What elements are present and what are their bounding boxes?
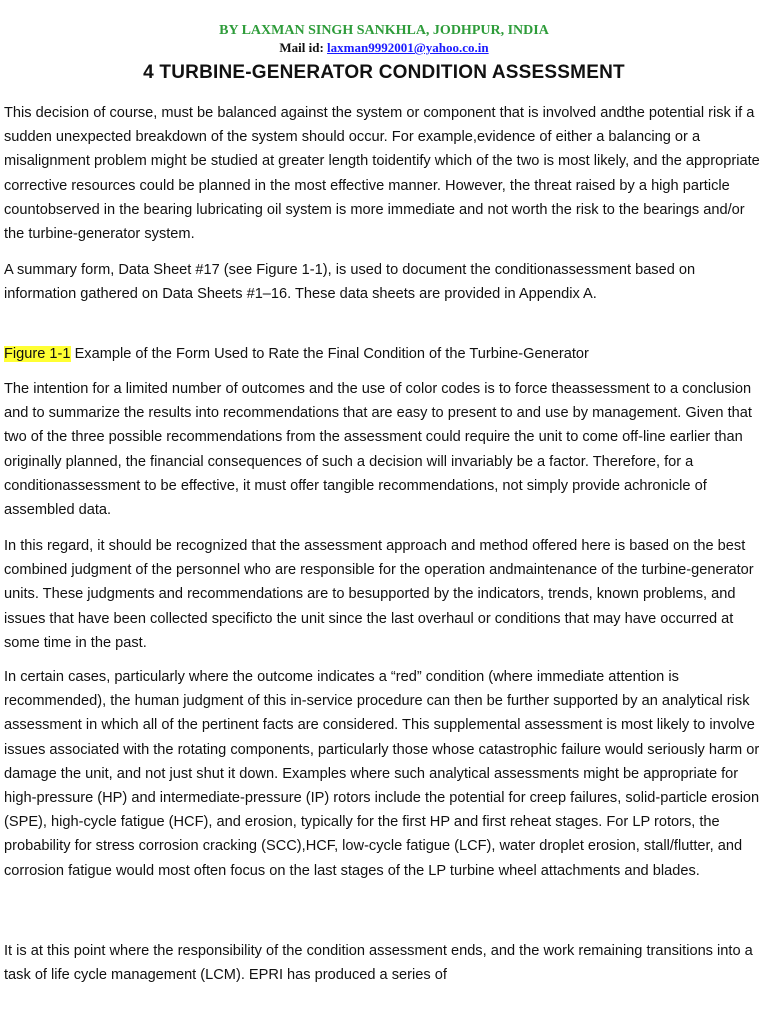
paragraph-balance-decision: This decision of course, must be balanced against the system or component that is involved andthe potential risk if a sudden unexpected breakdown of the system should occur. For example,evidence of either a balancing or a misalignment problem might be studied at greater length toidentify which of the two is most likely, and the appropriate corrective resources could be planned in the most effective manner. However, the threat raised by a high particle countobserved in the bearing lubricating oil system is more immediate and not worth the risk to the bearings and/or the turbine-generator system. [4, 105, 760, 243]
paragraph-lcm: It is at this point where the responsibility of the condition assessment ends, and the work remaining transitions into a task of life cycle management (LCM). EPRI has produced a series of [4, 943, 753, 984]
figure-reference-highlight: Figure 1-1 [4, 346, 71, 362]
figure-caption-text: Example of the Form Used to Rate the Final Condition of the Turbine-Generator [70, 346, 589, 362]
paragraph-certain-cases: In certain cases, particularly where the outcome indicates a “red” condition (where immediate attention is recommended), the human judgment of this in-service procedure can then be further supported by an analytical risk assessment in which all of the pertinent facts are considered. This supplemental assessment is most likely to involve issues associated with the rotating components, particularly those whose catastrophic failure would seriously harm or damage the unit, and not just shut it down. Examples where such analytical assessments might be appropriate for high-pressure (HP) and intermediate-pressure (IP) rotors include the potential for creep failures, solid-particle erosion (SPE), high-cycle fatigue (HCF), and erosion, typically for the first HP and first reheat stages. For LP rotors, the probability for stress corrosion cracking (SCC),HCF, low-cycle fatigue (LCF), water droplet erosion, stall/flutter, and corrosion fatigue would most often focus on the last stages of the LP turbine wheel attachments and blades. [4, 669, 760, 879]
author-line: BY LAXMAN SINGH SANKHLA, JODHPUR, INDIA [219, 23, 549, 38]
paragraph-intention: The intention for a limited number of outcomes and the use of color codes is to force theassessment to a conclusion and to summarize the results into recommendations that are easy to present to and use by management. Given that two of the three possible recommendations from the assessment could require the unit to come off-line earlier than originally planned, the financial consequences of such a decision will invariably be a factor. Therefore, for a conditionassessment to be effective, it must offer tangible recommendations, not simply provide achronicle of assembled data. [4, 381, 752, 519]
mail-label: Mail id: [279, 40, 328, 55]
paragraph-summary-form: A summary form, Data Sheet #17 (see Figure 1-1), is used to document the conditionassessment based on information gathered on Data Sheets #1–16. These data sheets are provided in Appendix A. [4, 262, 696, 303]
page-title: 4 TURBINE-GENERATOR CONDITION ASSESSMENT [143, 62, 625, 83]
email-link[interactable]: laxman9992001@yahoo.co.in [327, 40, 489, 55]
paragraph-regard: In this regard, it should be recognized that the assessment approach and method offered here is based on the best combined judgment of the personnel who are responsible for the operation andmaintenance of the turbine-generator units. These judgments and recommendations are to besupported by the indicators, trends, known problems, and issues that have been collected specificto the unit since the last overhaul or conditions that may have occurred at some time in the past. [4, 538, 754, 651]
mail-line [0, 40, 768, 55]
figure-caption [4, 342, 766, 366]
